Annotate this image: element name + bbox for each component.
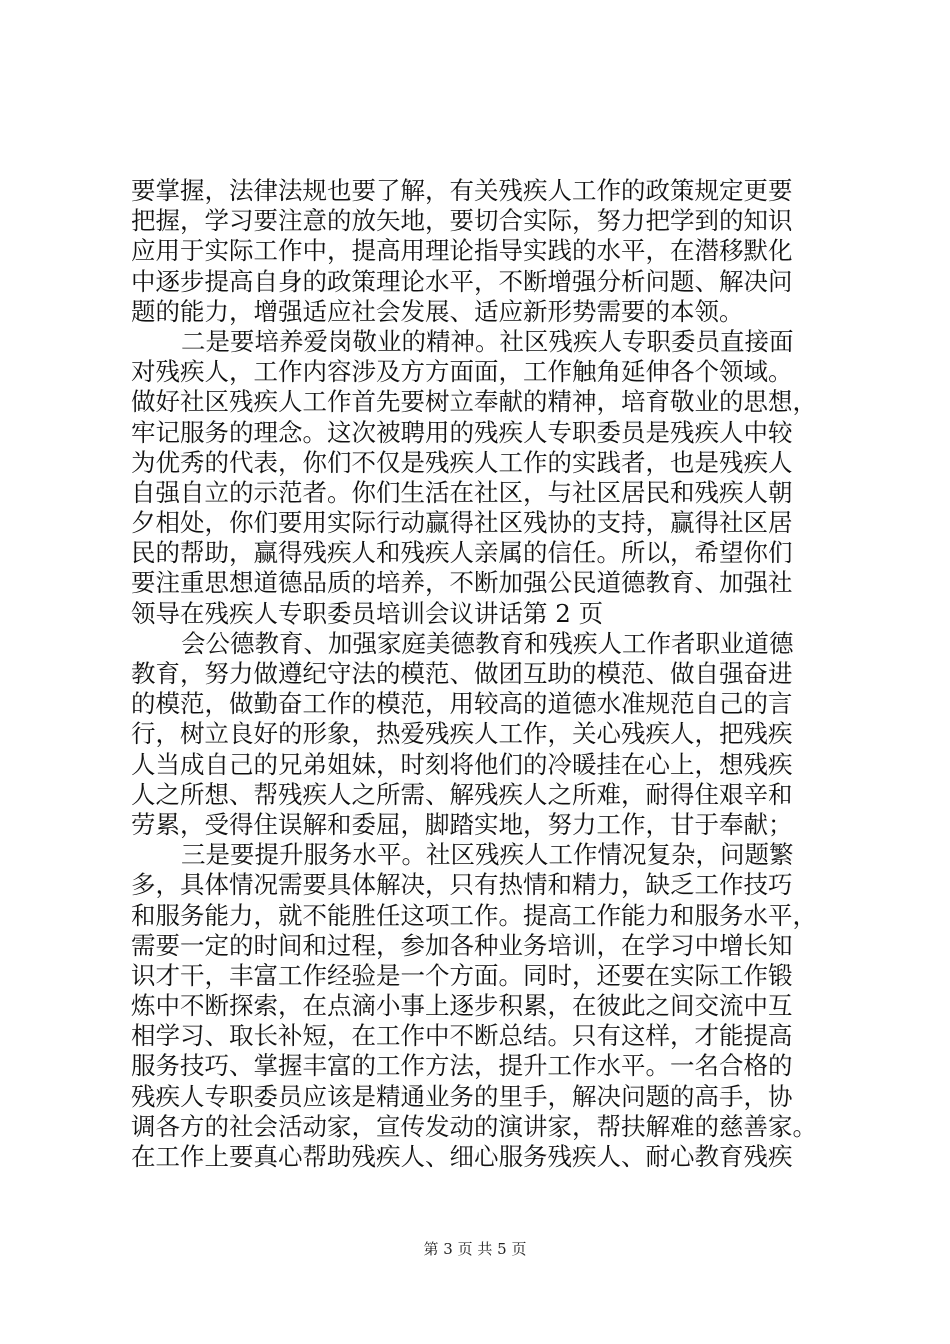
text-line: 会公德教育、加强家庭美德教育和残疾人工作者职业道德	[181, 628, 794, 658]
text-line: 夕相处，你们要用实际行动赢得社区残协的支持，赢得社区居	[131, 508, 793, 538]
document-body	[131, 176, 831, 1172]
text-line: 炼中不断探索，在点滴小事上逐步积累，在彼此之间交流中互	[131, 991, 793, 1021]
text-line: 人之所想、帮残疾人之所需、解残疾人之所难，耐得住艰辛和	[131, 779, 793, 809]
text-line: 多，具体情况需要具体解决，只有热情和精力，缺乏工作技巧	[131, 870, 793, 900]
text-line: 民的帮助，赢得残疾人和残疾人亲属的信任。所以，希望你们	[131, 538, 793, 568]
text-line: 相学习、取长补短，在工作中不断总结。只有这样，才能提高	[131, 1021, 793, 1051]
text-line: 劳累，受得住误解和委屈，脚踏实地，努力工作，甘于奉献；	[131, 809, 793, 839]
text-line: 行，树立良好的形象，热爱残疾人工作，关心残疾人，把残疾	[131, 719, 793, 749]
text-line: 中逐步提高自身的政策理论水平，不断增强分析问题、解决问	[131, 266, 793, 296]
text-line: 对残疾人，工作内容涉及方方面面，工作触角延伸各个领域。	[131, 357, 793, 387]
text-line: 识才干，丰富工作经验是一个方面。同时，还要在实际工作锻	[131, 960, 793, 990]
text-line: 人当成自己的兄弟姐妹，时刻将他们的冷暖挂在心上，想残疾	[131, 749, 793, 779]
text-line: 要注重思想道德品质的培养，不断加强公民道德教育、加强社	[131, 568, 793, 598]
text-line: 要掌握，法律法规也要了解，有关残疾人工作的政策规定更要	[131, 176, 793, 205]
text-line: 牢记服务的理念。这次被聘用的残疾人专职委员是残疾人中较	[131, 417, 793, 447]
text-line: 和服务能力，就不能胜任这项工作。提高工作能力和服务水平，	[131, 900, 817, 930]
page-footer: 第 3 页 共 5 页	[423, 1240, 527, 1258]
text-line: 三是要提升服务水平。社区残疾人工作情况复杂，问题繁	[181, 840, 794, 870]
text-line: 的模范，做勤奋工作的模范，用较高的道德水准规范自己的言	[131, 689, 793, 719]
text-line: 教育，努力做遵纪守法的模范、做团互助的模范、做自强奋进	[131, 659, 793, 688]
text-line: 把握，学习要注意的放矢地，要切合实际，努力把学到的知识	[131, 206, 793, 236]
text-line: 残疾人专职委员应该是精通业务的里手，解决问题的高手，协	[131, 1081, 793, 1111]
text-line: 做好社区残疾人工作首先要树立奉献的精神，培育敬业的思想，	[131, 387, 817, 417]
text-line: 为优秀的代表，你们不仅是残疾人工作的实践者，也是残疾人	[131, 447, 793, 477]
text-line: 自强自立的示范者。你们生活在社区，与社区居民和残疾人朝	[131, 477, 793, 507]
text-line: 领导在残疾人专职委员培训会议讲话第 2 页	[131, 598, 604, 628]
text-line: 在工作上要真心帮助残疾人、细心服务残疾人、耐心教育残疾	[131, 1142, 793, 1171]
text-line: 应用于实际工作中，提高用理论指导实践的水平，在潜移默化	[131, 236, 793, 266]
text-line: 题的能力，增强适应社会发展、适应新形势需要的本领。	[131, 296, 744, 326]
text-line: 调各方的社会活动家，宣传发动的演讲家，帮扶解难的慈善家。	[131, 1111, 817, 1141]
text-line: 二是要培养爱岗敬业的精神。社区残疾人专职委员直接面	[181, 326, 794, 356]
text-line: 需要一定的时间和过程，参加各种业务培训，在学习中增长知	[131, 930, 793, 960]
text-line: 服务技巧、掌握丰富的工作方法，提升工作水平。一名合格的	[131, 1051, 793, 1081]
